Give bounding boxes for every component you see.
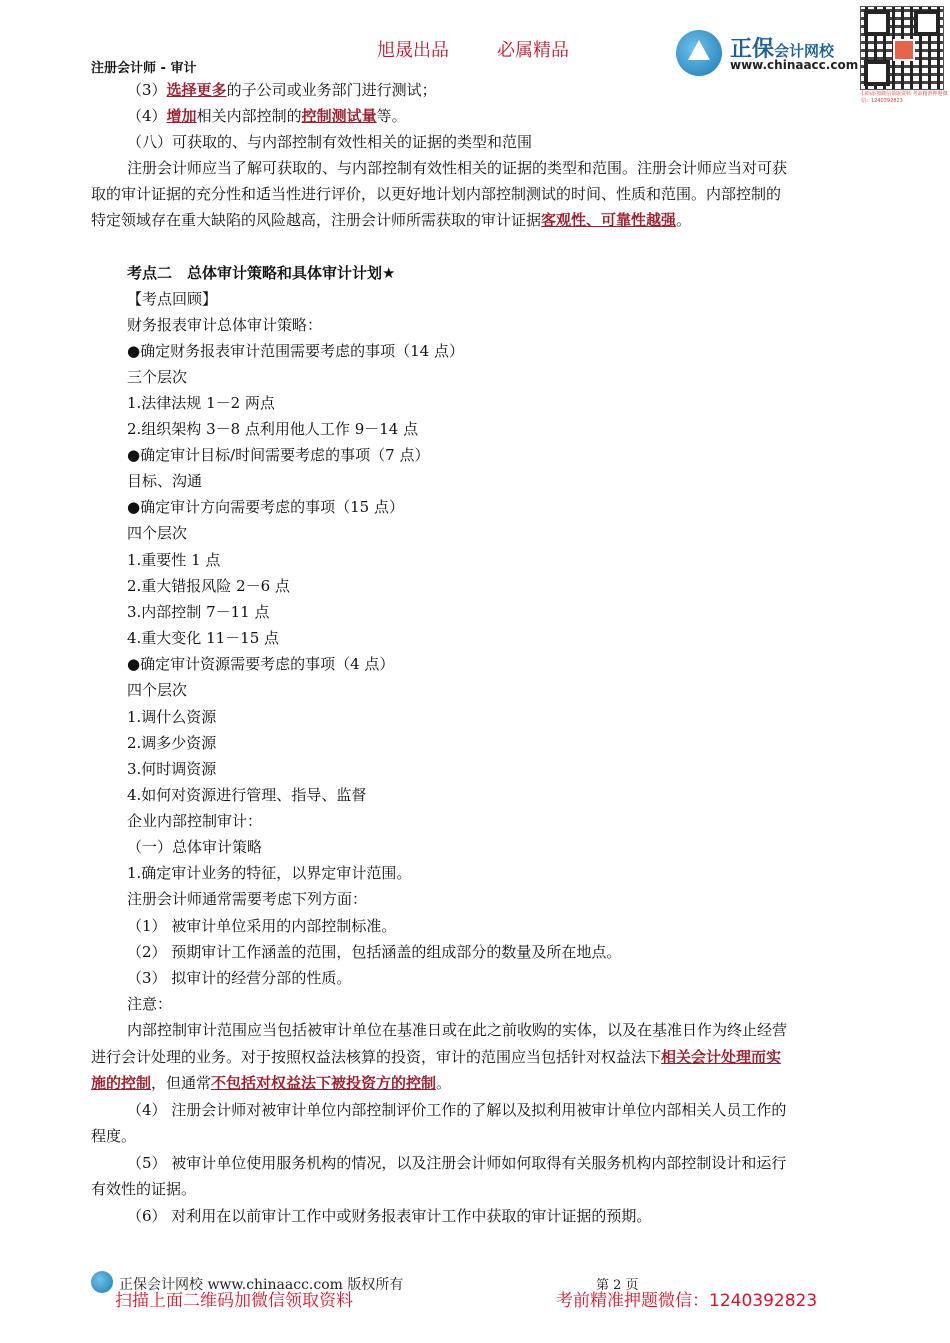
highlight: 施的控制: [91, 1074, 152, 1092]
logo-sub: 会计网校: [774, 42, 835, 60]
logo-name: 正保: [730, 37, 775, 62]
highlight: 控制测试量: [301, 107, 377, 125]
highlight: 客观性、可靠性越强: [541, 211, 677, 229]
text-line: 3.内部控制 7－11 点: [127, 603, 270, 621]
text-line: ●确定审计目标/时间需要考虑的事项（7 点）: [127, 446, 430, 464]
kp-heading: 考点二 总体审计策略和具体审计计划★: [127, 264, 396, 282]
footer-logo-icon: [91, 1271, 113, 1293]
paragraph-line: 取的审计证据的充分性和适当性进行评价，以更好地计划内部控制测试的时间、性质和范围。内部控制的: [91, 185, 782, 203]
paragraph-line: 特定领域存在重大缺陷的风险越高，注册会计师所需获取的审计证据客观性、可靠性越强。: [91, 211, 692, 229]
text-line: 财务报表审计总体审计策略：: [127, 316, 323, 334]
paragraph-line: 程度。: [91, 1127, 137, 1145]
paragraph-line: 内部控制审计范围应当包括被审计单位在基准日或在此之前收购的实体，以及在基准日作为终止经营: [127, 1021, 788, 1039]
text-line: 4.如何对资源进行管理、指导、监督: [127, 786, 367, 804]
text-line: 注册会计师通常需要考虑下列方面：: [127, 890, 368, 908]
footer-copyright: 正保会计网校 www.chinaacc.com 版权所有: [119, 1277, 404, 1293]
paragraph-line: 进行会计处理的业务。对于按照权益法核算的投资，审计的范围应当包括针对权益法下相关会计处理而实: [91, 1048, 782, 1066]
text-line: ●确定审计资源需要考虑的事项（4 点）: [127, 655, 395, 673]
promo-right: 考前精准押题微信：1240392823: [556, 1291, 818, 1311]
text-line: 四个层次: [127, 681, 188, 699]
text-line: 三个层次: [127, 368, 188, 386]
text-line: （2） 预期审计工作涵盖的范围，包括涵盖的组成部分的数量及所在地点。: [127, 943, 622, 961]
qr-code-icon: [860, 6, 944, 90]
list-item: （4）增加相关内部控制的控制测试量等。: [127, 107, 407, 125]
text-line: 1.确定审计业务的特征，以界定审计范围。: [127, 864, 412, 882]
text-line: 企业内部控制审计：: [127, 812, 263, 830]
highlight: 选择更多: [166, 81, 227, 99]
text-line: （一）总体审计策略: [127, 838, 263, 856]
logo-url: www.chinaacc.com: [730, 58, 859, 72]
text-line: 四个层次: [127, 524, 188, 542]
review-label: 【考点回顾】: [127, 290, 218, 308]
page-number: 第 2 页: [596, 1278, 639, 1293]
highlight: 相关会计处理而实: [661, 1048, 782, 1066]
text-line: 1.调什么资源: [127, 708, 217, 726]
list-item: （3）选择更多的子公司或业务部门进行测试；: [127, 81, 437, 99]
logo-mountain-icon: [676, 30, 722, 76]
paragraph-line: （6） 对利用在以前审计工作中或财务报表审计工作中获取的审计证据的预期。: [127, 1207, 652, 1225]
text-line: 3.何时调资源: [127, 760, 217, 778]
header-slogan-2: 必属精品: [497, 40, 569, 61]
doc-title: 注册会计师 - 审计: [91, 61, 197, 76]
text-line: （1） 被审计单位采用的内部控制标准。: [127, 917, 397, 935]
paragraph-line: 施的控制，但通常不包括对权益法下被投资方的控制。: [91, 1074, 452, 1092]
text-line: ●确定财务报表审计范围需要考虑的事项（14 点）: [127, 342, 464, 360]
text-line: 目标、沟通: [127, 472, 203, 490]
paragraph-line: （4） 注册会计师对被审计单位内部控制评价工作的了解以及拟利用被审计单位内部相关人员工作的: [127, 1101, 787, 1119]
chinaacc-logo: [676, 30, 859, 76]
paragraph-line: 注册会计师应当了解可获取的、与内部控制有效性相关的证据的类型和范围。注册会计师应当对可获: [127, 159, 788, 177]
text-line: 4.重大变化 11－15 点: [127, 629, 280, 647]
text-line: 注意：: [127, 995, 173, 1013]
qr-note: 扫码添加微信领取资料 考前精准押题微信：1240392823: [861, 91, 948, 104]
text-line: 1.法律法规 1－2 两点: [127, 394, 275, 412]
text-line: 2.组织架构 3－8 点利用他人工作 9－14 点: [127, 420, 419, 438]
text-line: （3） 拟审计的经营分部的性质。: [127, 969, 352, 987]
text-line: ●确定审计方向需要考虑的事项（15 点）: [127, 498, 404, 516]
header-slogan-1: 旭晟出品: [377, 40, 449, 61]
text-line: 2.调多少资源: [127, 734, 217, 752]
section-heading: （八）可获取的、与内部控制有效性相关的证据的类型和范围: [127, 133, 533, 151]
text-line: 1.重要性 1 点: [127, 551, 221, 569]
highlight: 增加: [166, 107, 197, 125]
highlight: 不包括对权益法下被投资方的控制: [211, 1074, 437, 1092]
promo-left: 扫描上面二维码加微信领取资料: [115, 1291, 353, 1311]
paragraph-line: （5） 被审计单位使用服务机构的情况，以及注册会计师如何取得有关服务机构内部控制设计和运行: [127, 1154, 787, 1172]
text-line: 2.重大错报风险 2－6 点: [127, 577, 290, 595]
paragraph-line: 有效性的证据。: [91, 1180, 197, 1198]
